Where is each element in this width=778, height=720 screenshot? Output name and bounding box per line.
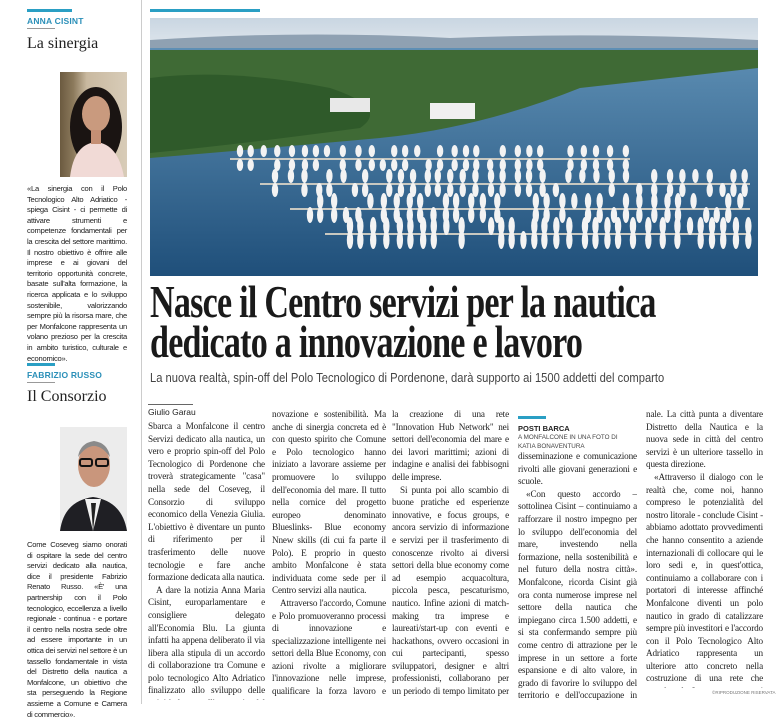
accent-bar	[27, 9, 72, 12]
boat	[425, 169, 431, 183]
boat	[410, 169, 416, 183]
divider	[27, 382, 55, 383]
boat	[725, 207, 731, 223]
boat	[289, 145, 295, 157]
sidebar-title-consorzio: Il Consorzio	[27, 388, 107, 405]
boat	[741, 183, 747, 197]
boat	[623, 193, 629, 209]
boat	[435, 169, 441, 183]
boat	[435, 183, 441, 197]
boat	[566, 231, 572, 249]
boat	[488, 169, 494, 183]
sidebar-kicker-russo: FABRIZIO RUSSO	[27, 370, 103, 380]
boat	[317, 193, 323, 209]
boat	[362, 169, 368, 183]
boat	[543, 193, 549, 209]
boat	[623, 145, 629, 157]
boat	[537, 145, 543, 157]
boat	[623, 169, 629, 183]
headline	[150, 276, 656, 367]
boat	[539, 169, 545, 183]
boat	[500, 145, 506, 157]
divider	[27, 28, 55, 29]
boat	[460, 183, 466, 197]
boat	[451, 145, 457, 157]
boat	[261, 145, 267, 157]
pier	[260, 183, 750, 185]
boat	[692, 169, 698, 183]
boat	[391, 145, 397, 157]
boat	[289, 159, 295, 171]
boat	[488, 217, 494, 235]
boat	[667, 169, 673, 183]
boat	[499, 183, 505, 197]
boat	[362, 183, 368, 197]
boat	[609, 169, 615, 183]
boat	[355, 159, 361, 171]
boat	[690, 193, 696, 209]
portrait-fabrizio-russo	[60, 427, 127, 531]
boat	[679, 169, 685, 183]
boat	[674, 231, 680, 249]
boat	[420, 231, 426, 249]
boat	[451, 159, 457, 171]
boat	[288, 169, 294, 183]
boat	[425, 159, 431, 171]
boat	[737, 193, 743, 209]
sidebar-title-sinergia: La sinergia	[27, 35, 99, 52]
boat	[313, 145, 319, 157]
boat	[326, 183, 332, 197]
boat	[407, 193, 413, 209]
boat	[402, 145, 408, 157]
boat	[302, 145, 308, 157]
boat	[398, 169, 404, 183]
boat	[340, 145, 346, 157]
sidebar-quote-cisint: «La sinergia con il Polo Tecnologico Alto Adriatico - spiega Cisint - ci permette di attivare strumenti e competenze fondamentali per la crescita del settore marittimo. Il nostro obiettivo è offrire alle imprese e ai giovani del territorio opportunità concrete, basate sull'alta formazione, la ricerca applicata e lo sviluppo sostenibile, valorizzando sempre più la risorsa mare, che per Monfalcone rappresenta un volano prezioso per la crescita in ambito turistico, culturale e economico».	[27, 184, 127, 363]
boat	[567, 145, 573, 157]
boat	[352, 183, 358, 197]
boat	[623, 207, 629, 223]
boat	[498, 231, 504, 249]
boat	[664, 193, 670, 209]
boat	[369, 159, 375, 171]
boat	[443, 217, 449, 235]
copyright-notice: ©RIPRODUZIONE RISERVATA	[712, 690, 776, 695]
boat	[553, 183, 559, 197]
boat	[272, 183, 278, 197]
boat	[437, 145, 443, 157]
boat	[458, 231, 464, 249]
boat	[553, 231, 559, 249]
boat	[533, 193, 539, 209]
boat	[559, 207, 565, 223]
boat	[508, 231, 514, 249]
boat	[675, 193, 681, 209]
boat	[443, 193, 449, 209]
boat	[237, 159, 243, 171]
boat	[317, 207, 323, 223]
boat	[272, 169, 278, 183]
article-column-3	[392, 408, 509, 700]
paragraph: la creazione di una rete "Innovation Hub Network" nei settori dell'economia del mare e dei lavori marittimi; azioni di indagine e analisi dei fabbisogni delle imprese.	[392, 409, 509, 482]
boat	[687, 217, 693, 235]
marina-aerial-image	[150, 18, 758, 276]
boat	[733, 231, 739, 249]
paragraph: Attraverso l'accordo, Comune e Polo promuoveranno processi di innovazione e specializzazione intelligente nei settori della Blue Economy, con azioni rivolte a migliorare l'innovazione nelle imprese, qualificare la forza lavoro e	[272, 597, 386, 697]
boat	[592, 231, 598, 249]
boat	[679, 183, 685, 197]
headline-line-1: Nasce il Centro servizi per la nautica	[150, 276, 656, 327]
boat	[520, 231, 526, 249]
boat	[463, 145, 469, 157]
boat	[340, 169, 346, 183]
boat	[367, 193, 373, 209]
boat	[487, 159, 493, 171]
boat	[447, 169, 453, 183]
paragraph: nale. La città punta a diventare Distretto della Nautica e la nuova sede in città del centro servizi è un ulteriore tassello in questa direzione.	[646, 409, 763, 470]
boat	[472, 169, 478, 183]
boat	[741, 169, 747, 183]
boat	[651, 169, 657, 183]
boat	[386, 169, 392, 183]
boat	[274, 145, 280, 157]
boat	[660, 231, 666, 249]
boat	[301, 183, 307, 197]
boat	[559, 193, 565, 209]
boat	[703, 207, 709, 223]
boat	[515, 183, 521, 197]
boat	[581, 159, 587, 171]
boat	[473, 145, 479, 157]
boat	[730, 183, 736, 197]
boat	[381, 193, 387, 209]
boat	[453, 207, 459, 223]
boat	[407, 231, 413, 249]
boat	[707, 183, 713, 197]
boat	[386, 183, 392, 197]
paragraph: A dare la notizia Anna Maria Cisint, europarlamentare e consigliere delegato all'Economia Blu. La giunta infatti ha appena deliberato il via libera alla stipula di un accordo di collaborazione tra Comune e polo tecnologico Alto Adriatico finalizzato allo sviluppo delle	[148, 584, 265, 696]
boat	[645, 231, 651, 249]
boat	[725, 193, 731, 209]
boat	[609, 183, 615, 197]
boat	[326, 169, 332, 183]
paragraph: Sbarca a Monfalcone il centro Servizi dedicato alla nautica, un vero e proprio spin-off del Polo Tecnologico di Pordenone che troverà strategicamente "casa" nella sede del Coseveg, il Consorzio di sviluppo economico della Venezia Giulia. L'obiettivo è diventare un punto di riferimento per il trasferimento delle nuove tecnologie e fare anche formazione dedicata alla nautica.	[148, 421, 265, 583]
boat	[515, 145, 521, 157]
boat	[313, 159, 319, 171]
paragraph: «Attraverso il dialogo con le realtà che, come noi, hanno compreso le potenzialità del nostro litorale - conclude Cisint - abbiamo adottato provvedimenti che hanno consentito a aziende internazionali di collocare qui le loro sedi e, in quest'ottica, continuiamo a collaborare con i portatori di interesse affinché Monfalcone diventi un polo nautico in grado di catalizzare sempre più investitori e l'accordo con il Polo Tecnologico Alto Adriatico rappresenta un ulteriore atto concreto nella costruzione di una rete che	[646, 471, 763, 684]
boat	[331, 193, 337, 209]
boat	[494, 193, 500, 209]
boat	[565, 169, 571, 183]
boat	[593, 145, 599, 157]
boat	[651, 207, 657, 223]
boat	[453, 193, 459, 209]
boat	[488, 183, 494, 197]
boat	[447, 183, 453, 197]
boat	[719, 183, 725, 197]
marina-photo	[150, 18, 758, 276]
boat	[473, 159, 479, 171]
boat	[468, 207, 474, 223]
boat	[480, 193, 486, 209]
boat	[585, 193, 591, 209]
boat	[526, 145, 532, 157]
boat	[526, 183, 532, 197]
boat	[597, 193, 603, 209]
photo-caption-title: POSTI BARCA	[518, 424, 570, 433]
boat	[468, 193, 474, 209]
boat	[370, 231, 376, 249]
boat	[541, 231, 547, 249]
boat	[394, 193, 400, 209]
article-column-4	[518, 450, 637, 700]
accent-bar	[150, 9, 260, 12]
sidebar-kicker-cisint: ANNA CISINT	[27, 16, 84, 26]
portrait-anna-cisint	[60, 72, 127, 177]
byline: Giulio Garau	[148, 404, 193, 417]
boat	[707, 169, 713, 183]
article-column-5	[646, 408, 763, 688]
boat	[331, 207, 337, 223]
boat	[340, 159, 346, 171]
boat	[745, 231, 751, 249]
subtitle: La nuova realtà, spin-off del Polo Tecnologico di Pordenone, darà supporto ai 1500 addetti del comparto	[150, 370, 665, 385]
portrait-photo	[60, 72, 127, 177]
boat	[414, 145, 420, 157]
boat	[301, 169, 307, 183]
boat	[593, 169, 599, 183]
paragraph: Si punta poi allo scambio di buone pratiche ed esperienze innovative, e focus groups, e ancora servizio di informazione e servizi per il trasferimento di conoscenze rivolto ai diversi settori della blue economy come ad esempio acquacoltura, piccola pesca, pescaturismo, nautico. Infine azioni di match-making tra imprese e laureati/start-up con eventi e hackathons, ovvero occasioni in cui partecipanti, spesso sviluppatori, designer e altri professionisti, collaborano per un periodo di tempo limitato per	[392, 484, 509, 697]
boat	[355, 145, 361, 157]
accent-bar	[518, 416, 546, 419]
boat	[607, 145, 613, 157]
boat	[515, 169, 521, 183]
boat	[463, 159, 469, 171]
boat	[324, 145, 330, 157]
column-divider	[141, 0, 142, 704]
boat	[480, 207, 486, 223]
boat	[730, 169, 736, 183]
paragraph: novazione e sostenibilità. Ma anche di sinergia concreta ed è con questo spirito che Comune e Polo tecnologico hanno iniziato a lavorare assieme per promuovere lo sviluppo dell'economia del mare. Il tutto nella cornice del progetto europeo denominato Blueslinks- Blue economy Nnew skills (di cui fa parte il Polo). E proprio in questo ambito Monfalcone è stata individuata come sede per il Centro servizi alla nautica.	[272, 409, 386, 596]
boat	[391, 159, 397, 171]
boat	[651, 193, 657, 209]
boat	[604, 231, 610, 249]
boat	[237, 145, 243, 157]
accent-bar	[27, 363, 55, 366]
photo-caption-credit: A MONFALCONE IN UNA FOTO DI KATIA BONAVENTURA	[518, 434, 618, 450]
boat	[636, 207, 642, 223]
boat	[581, 145, 587, 157]
boat	[402, 159, 408, 171]
boat	[636, 193, 642, 209]
article-column-1	[148, 420, 265, 700]
paragraph: «Con questo accordo – sottolinea Cisint – continuiamo a rafforzare il nostro impegno per lo sviluppo dell'economia del mare, investendo nella formazione, nella sostenibilità e nel futuro della nostra città». Monfalcone, ricorda Cisint già ora conta numerose imprese nel settore della nautica che impiegano circa 1.500 addetti, e si sta confermando sempre più come centro di attrazione per le imprese in un settore a forte espansione e di alto valore, in grado di favorire lo sviluppo del territorio e dell'occupazione in	[518, 488, 637, 700]
boat	[357, 231, 363, 249]
boat	[347, 231, 353, 249]
boat	[630, 231, 636, 249]
boat	[383, 231, 389, 249]
boat	[499, 169, 505, 183]
boat	[417, 193, 423, 209]
boat	[697, 231, 703, 249]
boat	[397, 231, 403, 249]
boat	[307, 207, 313, 223]
boat	[247, 145, 253, 157]
sidebar-quote-russo: Come Coseveg siamo onorati di ospitare la sede del centro servizi dedicato alla nautica, dice il presidente Fabrizio Renato Russo. «È' una partnership con il Polo tecnologico, eccellenza a livello regionale - continua - e portare il centro nella nostra sede oltre ad essere importante in un ottica dei servizi nel settore è un tassello fondamentale in vista del Distretto della nautica a Monfalcone, un obiettivo che sta perseguendo la Regione assieme a Comune e Camera di commercio».	[27, 540, 127, 719]
boat	[425, 183, 431, 197]
boat	[615, 231, 621, 249]
boat	[460, 169, 466, 183]
boat	[431, 231, 437, 249]
boat	[720, 231, 726, 249]
boat	[380, 159, 386, 171]
boat	[571, 193, 577, 209]
paragraph: disseminazione e comunicazione rivolti alle giovani generazioni e scuole.	[518, 451, 637, 487]
boat	[531, 231, 537, 249]
boat	[709, 231, 715, 249]
boat	[579, 169, 585, 183]
headline-line-2: dedicato a innovazione e lavoro	[150, 316, 583, 367]
boat	[526, 169, 532, 183]
boat	[247, 159, 253, 171]
boat	[369, 145, 375, 157]
boat	[582, 231, 588, 249]
article-column-2	[272, 408, 386, 700]
portrait-photo	[60, 427, 127, 531]
